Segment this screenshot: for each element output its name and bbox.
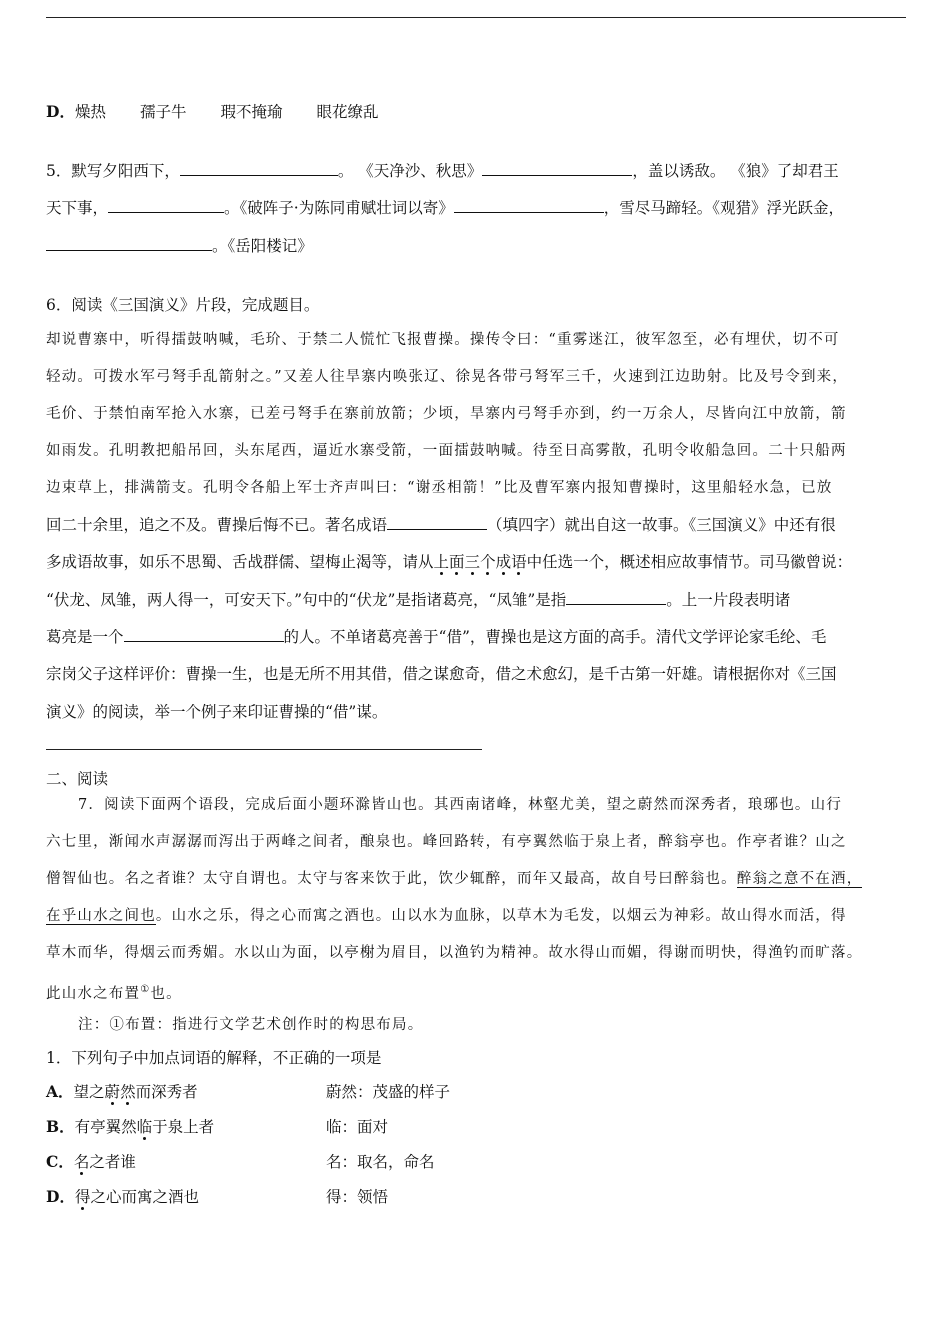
q6-line-11: 演义》的阅读，举一个例子来印证曹操的“借”谋。 [46,703,388,721]
dotted-char: 名 [73,1153,90,1171]
reading-text: 此山水之布置 [46,985,141,1002]
q6-text: （填四字）就出自这一故事。《三国演义》中还有很 [487,516,836,534]
reading-line [46,980,182,1004]
option-label: D． [46,102,75,121]
q1-option-c[interactable] [46,1152,906,1172]
q5-text: 。《岳阳楼记》 [212,237,313,255]
top-rule [46,17,906,18]
q5-text: ，盖以诱敌。 《狼》了却君王 [632,162,839,180]
dotted-char: 三 [464,553,481,571]
option-word-1: 燥热 [74,103,106,121]
underlined-text: 醉翁之意不在酒， [736,871,863,887]
option-label: B． [46,1117,75,1136]
dotted-char: 临 [136,1118,153,1136]
answer-blank[interactable] [387,515,487,530]
option-word-3: 瑕不掩瑜 [220,103,283,121]
dotted-char: 个 [480,553,496,571]
q6-text: 的人。不单诸葛亮善于“借”，曹操也是这方面的高手。清代文学评论家毛纶、毛 [283,628,827,646]
q6-text: “伏龙、凤雏，两人得一，可安天下。”句中的“伏龙”是指诸葛亮，“凤雏”是指 [46,591,567,609]
q5-text: ，雪尽马蹄轻。《观猎》浮光跃金， [603,199,844,217]
q6-text: 多成语故事，如乐不思蜀、舌战群儒、望梅止渴等，请从 [46,553,434,571]
answer-blank[interactable] [566,590,666,605]
q6-line-6 [46,515,836,535]
dotted-word [74,1153,90,1171]
q6-text: 葛亮是一个 [46,628,124,646]
dotted-char: 蔚 [104,1083,121,1101]
q1-option-d[interactable] [46,1187,906,1207]
q5-line-2 [46,198,844,218]
answer-blank[interactable] [454,198,604,213]
option-label: D． [46,1187,75,1206]
option-text: 而深秀者 [135,1083,198,1101]
q6-passage-line: 毛价、于禁怕南军抢入水寨，已差弓弩手在寨前放箭；少顷，旱寨内弓弩手亦到，约一万余人，尽皆向江中放箭，箭 [46,406,847,422]
dotted-char: 上 [433,553,450,571]
reading-line [46,906,847,926]
reading-line [46,869,862,889]
q5-line-1 [46,161,839,181]
q6-passage-line: 轻动。可拨水军弓弩手乱箭射之。”又差人往旱寨内唤张辽、徐晃各带弓弩军三千，火速到江边助射。比及号令到来， [46,369,849,385]
q5-text: 。《破阵子·为陈同甫赋壮词以寄》 [224,199,454,217]
q6-line-8 [46,590,790,610]
dotted-word [105,1083,136,1101]
dotted-char: 得 [74,1188,91,1206]
q6-line-7 [46,552,852,572]
reading-text: 。山水之乐，得之心而寓之酒也。山以水为血脉，以草木为毛发，以烟云为神彩。故山得水而活，得 [155,908,847,924]
option-explanation: 名：取名，命名 [326,1153,435,1171]
option-label: C． [46,1152,74,1171]
q6-passage-line: 却说曹寨中，听得擂鼓呐喊，毛玠、于禁二人慌忙飞报曹操。操传令曰：“重雾迷江，彼军忽至，必有埋伏，切不可 [46,332,840,348]
option-text: 望之 [73,1083,105,1101]
dotted-word [75,1188,91,1206]
option-explanation: 蔚然：茂盛的样子 [326,1083,451,1101]
q6-passage-line: 如雨发。孔明教把船吊回，头东尾西，逼近水寨受箭，一面擂鼓呐喊。待至日高雾散，孔明令收船急回。二十只船两 [46,443,847,459]
reading-text: 僧智仙也。名之者谁？太守自谓也。太守与客来饮于此，饮少辄醉，而年又最高，故自号曰醉翁也。 [46,871,737,887]
q6-text: 回二十余里，追之不及。曹操后悔不已。著名成语 [46,516,388,534]
reading-line: 7．阅读下面两个语段，完成后面小题环滁皆山也。其西南诸峰，林壑尤美，望之蔚然而深秀者，琅琊也。山行 [78,797,843,813]
dotted-word [137,1118,153,1136]
option-word-2: 孺子牛 [139,103,187,121]
answer-line[interactable] [46,749,482,750]
q6-text: 。上一片段表明诸 [666,591,791,609]
q6-line-10: 宗岗父子这样评价：曹操一生，也是无所不用其借，借之谋愈奇，借之术愈幻，是千古第一奸雄。请根据你对《三国 [46,665,837,683]
dotted-char: 然 [120,1083,136,1101]
answer-blank[interactable] [46,236,212,251]
dotted-char: 成 [495,553,512,571]
option-text: 有亭翼然 [74,1118,137,1136]
q6-heading: 6．阅读《三国演义》片段，完成题目。 [46,296,320,314]
q1-option-a[interactable] [46,1082,906,1102]
q5-line-3 [46,236,313,256]
q5-text: 。 《天净沙、秋思》 [337,162,483,180]
option-text: 于泉上者 [152,1118,215,1136]
footnote-marker: ① [140,984,151,995]
option-word-4: 眼花缭乱 [316,103,379,121]
option-explanation: 得：领悟 [326,1188,389,1206]
q6-text: 中任选一个，概述相应故事情节。司马徽曾说： [526,553,853,571]
q1-stem: 1．下列句子中加点词语的解释，不正确的一项是 [46,1049,382,1067]
underlined-text: 在乎山水之间也 [46,908,156,924]
dotted-char: 面 [449,553,465,571]
answer-blank[interactable] [482,161,632,176]
option-text: 之心而寓之酒也 [90,1188,199,1206]
reading-text: 也。 [150,985,182,1002]
option-explanation: 临：面对 [326,1118,389,1136]
answer-blank[interactable] [108,198,224,213]
section-title: 二、阅读 [46,770,109,788]
answer-blank[interactable] [180,161,338,176]
reading-line: 草木而华，得烟云而秀媚。水以山为面，以亭榭为眉目，以渔钓为精神。故水得山而媚，得谢而明快，得渔钓而旷落。 [46,945,863,961]
footnote: 注：①布置：指进行文学艺术创作时的构思布局。 [78,1017,424,1033]
option-text: 之者谁 [89,1153,136,1171]
dotted-emphasis [434,553,527,571]
q1-option-b[interactable] [46,1117,906,1137]
q5-text: 5．默写夕阳西下， [46,162,180,180]
q6-line-9 [46,627,826,647]
q4-option-d [46,102,379,122]
q6-passage-line: 边束草上，排满箭支。孔明令各船上军士齐声叫曰：“谢丞相箭！”比及曹军寨内报知曹操时，这里船轻水急，已放 [46,480,833,496]
answer-blank[interactable] [124,627,284,642]
option-label: A． [46,1082,74,1101]
q5-text: 天下事， [46,199,109,217]
dotted-char: 语 [511,553,527,571]
reading-line: 六七里，渐闻水声潺潺而泻出于两峰之间者，酿泉也。峰回路转，有亭翼然临于泉上者，醉翁亭也。作亭者谁？山之 [46,834,847,850]
